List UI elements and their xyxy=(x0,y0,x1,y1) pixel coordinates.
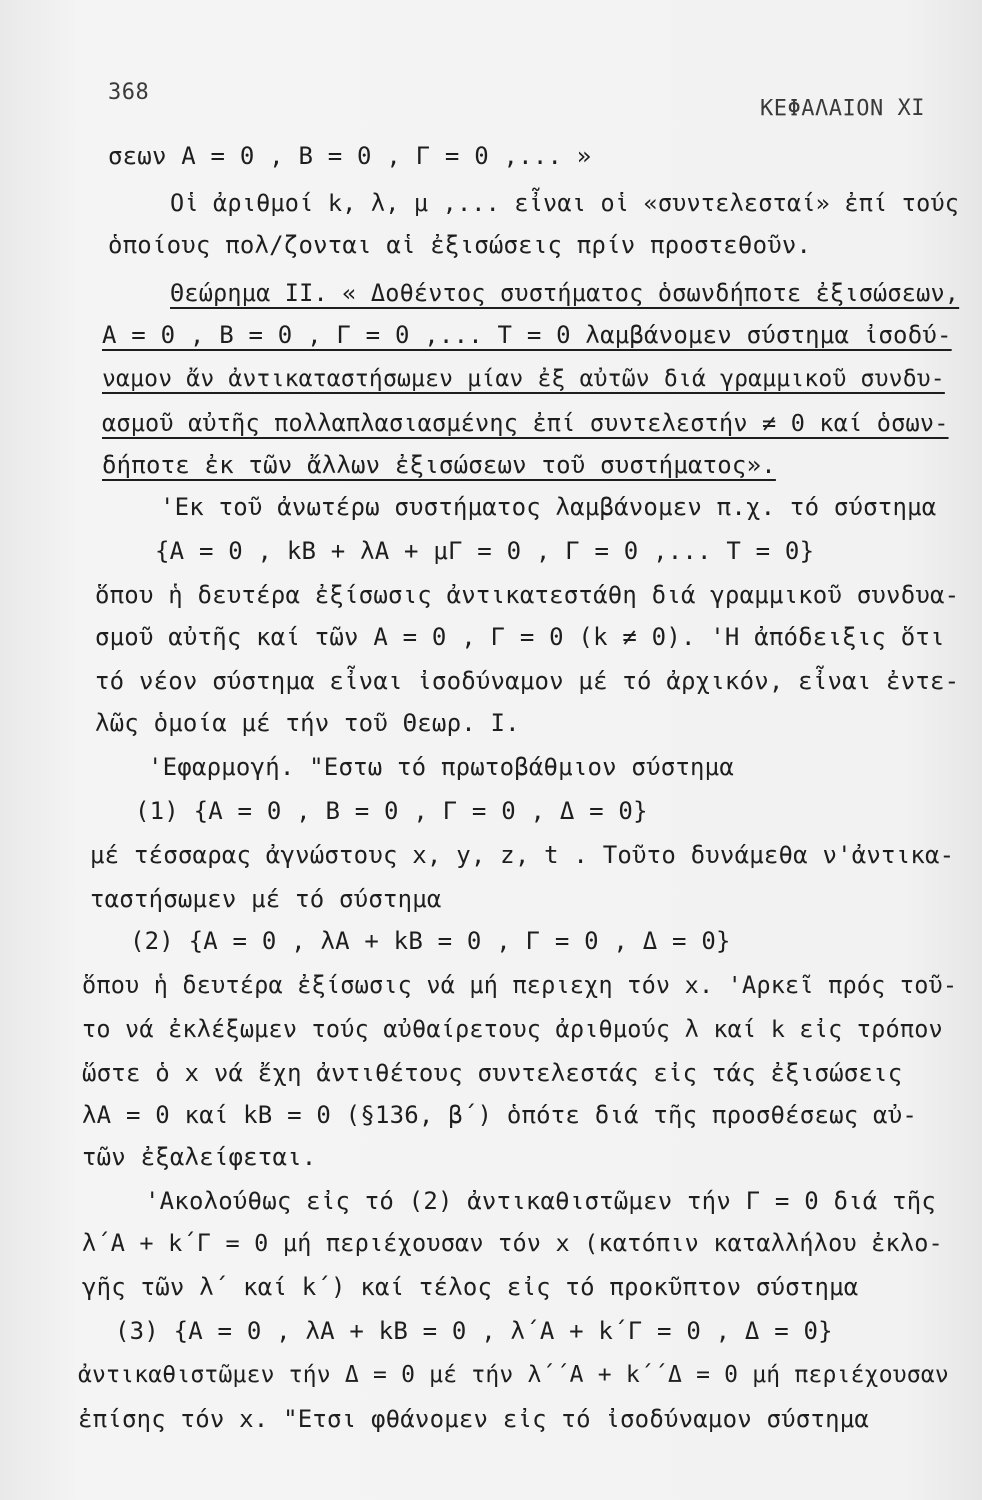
text-line: τό νέον σύστημα εἶναι ἰσοδύναμον μέ τό ἀρχικόν, εἶναι ἐντε- xyxy=(95,667,960,695)
theorem-heading: Θεώρημα ΙΙ. « Δοθέντος συστήματος ὁσωνδήποτε ἐξισώσεων, xyxy=(170,279,960,307)
application-heading: 'Εφαρμογή. "Εστω τό πρωτοβάθμιον σύστημα xyxy=(148,753,734,781)
text-line: 'Εκ τοῦ ἀνωτέρω συστήματος λαμβάνομεν π.χ. τό σύστημα xyxy=(160,493,937,521)
text-line: μέ τέσσαρας ἀγνώστους x, y, z, t . Τοῦτο δυνάμεθα ν'ἀντικα- xyxy=(90,841,955,869)
text-line: ἀντικαθιστῶμεν τήν Δ = 0 μέ τήν λ΄΄Α + k΄΄Δ = 0 μή περιέχουσαν xyxy=(78,1362,949,1388)
theorem-line: Α = 0 , Β = 0 , Γ = 0 ,... Τ = 0 λαμβάνομεν σύστημα ἰσοδύ- xyxy=(102,321,952,349)
chapter-heading: ΚΕΦΑΛΑΙΟΝ XI xyxy=(760,96,925,121)
text-line: ἐπίσης τόν x. "Ετσι φθάνομεν εἰς τό ἰσοδύναμον σύστημα xyxy=(78,1405,870,1433)
text-line: γῆς τῶν λ΄ καί k΄) καί τέλος εἰς τό προκῦπτον σύστημα xyxy=(82,1273,859,1301)
text-line: λΑ = 0 καί kΒ = 0 (§136, β΄) ὁπότε διά τῆς προσθέσεως αὐ- xyxy=(82,1101,918,1129)
equation-system: {Α = 0 , kΒ + λΑ + μΓ = 0 , Γ = 0 ,... Τ = 0} xyxy=(155,537,815,565)
text-line: σμοῦ αὐτῆς καί τῶν Α = 0 , Γ = 0 (k ≠ 0). 'Η ἀπόδειξις ὅτι xyxy=(95,623,945,651)
text-line: ὅπου ἡ δευτέρα ἐξίσωσις ἀντικατεστάθη διά γραμμικοῦ συνδυα- xyxy=(95,581,960,609)
text-line: λ΄Α + k΄Γ = 0 μή περιέχουσαν τόν x (κατόπιν καταλλήλου ἐκλο- xyxy=(82,1229,943,1257)
equation-system-1: (1) {Α = 0 , Β = 0 , Γ = 0 , Δ = 0} xyxy=(135,797,648,825)
text-line: 'Ακολούθως εἰς τό (2) ἀντικαθιστῶμεν τήν Γ = 0 διά τῆς xyxy=(145,1187,937,1215)
text-line: λῶς ὁμοία μέ τήν τοῦ Θεωρ. Ι. xyxy=(95,709,520,737)
theorem-line: ναμον ἄν ἀντικαταστήσωμεν μίαν ἐξ αὐτῶν διά γραμμικοῦ συνδυ- xyxy=(102,366,945,392)
text-line: τῶν ἐξαλείφεται. xyxy=(82,1143,317,1171)
text-line: ὁποίους πολ/ζονται αἱ ἐξισώσεις πρίν προστεθοῦν. xyxy=(108,231,812,259)
text-line: ὅπου ἡ δευτέρα ἐξίσωσις νά μή περιεχη τόν x. 'Αρκεῖ πρός τοῦ- xyxy=(82,971,958,999)
equation-system-3: (3) {Α = 0 , λΑ + kΒ = 0 , λ΄Α + k΄Γ = 0 , Δ = 0} xyxy=(115,1317,833,1345)
text-line: σεων Α = 0 , Β = 0 , Γ = 0 ,... » xyxy=(108,142,592,170)
text-line: ὥστε ὁ x νά ἔχη ἀντιθέτους συντελεστάς εἰς τάς ἐξισώσεις xyxy=(82,1059,903,1087)
theorem-line: δήποτε ἐκ τῶν ἄλλων ἐξισώσεων τοῦ συστήματος». xyxy=(102,451,776,479)
theorem-line: ασμοῦ αὐτῆς πολλαπλασιασμένης ἐπί συντελεστήν ≠ 0 καί ὁσων- xyxy=(102,409,949,437)
text-line: ταστήσωμεν μέ τό σύστημα xyxy=(90,885,442,913)
page-number: 368 xyxy=(108,80,150,105)
text-line: Οἱ ἀριθμοί k, λ, μ ,... εἶναι οἱ «συντελεσταί» ἐπί τούς xyxy=(170,189,960,217)
equation-system-2: (2) {Α = 0 , λΑ + kΒ = 0 , Γ = 0 , Δ = 0} xyxy=(130,927,731,955)
text-line: το νά ἐκλέξωμεν τούς αὐθαίρετους ἀριθμούς λ καί k εἰς τρόπον xyxy=(82,1015,943,1043)
